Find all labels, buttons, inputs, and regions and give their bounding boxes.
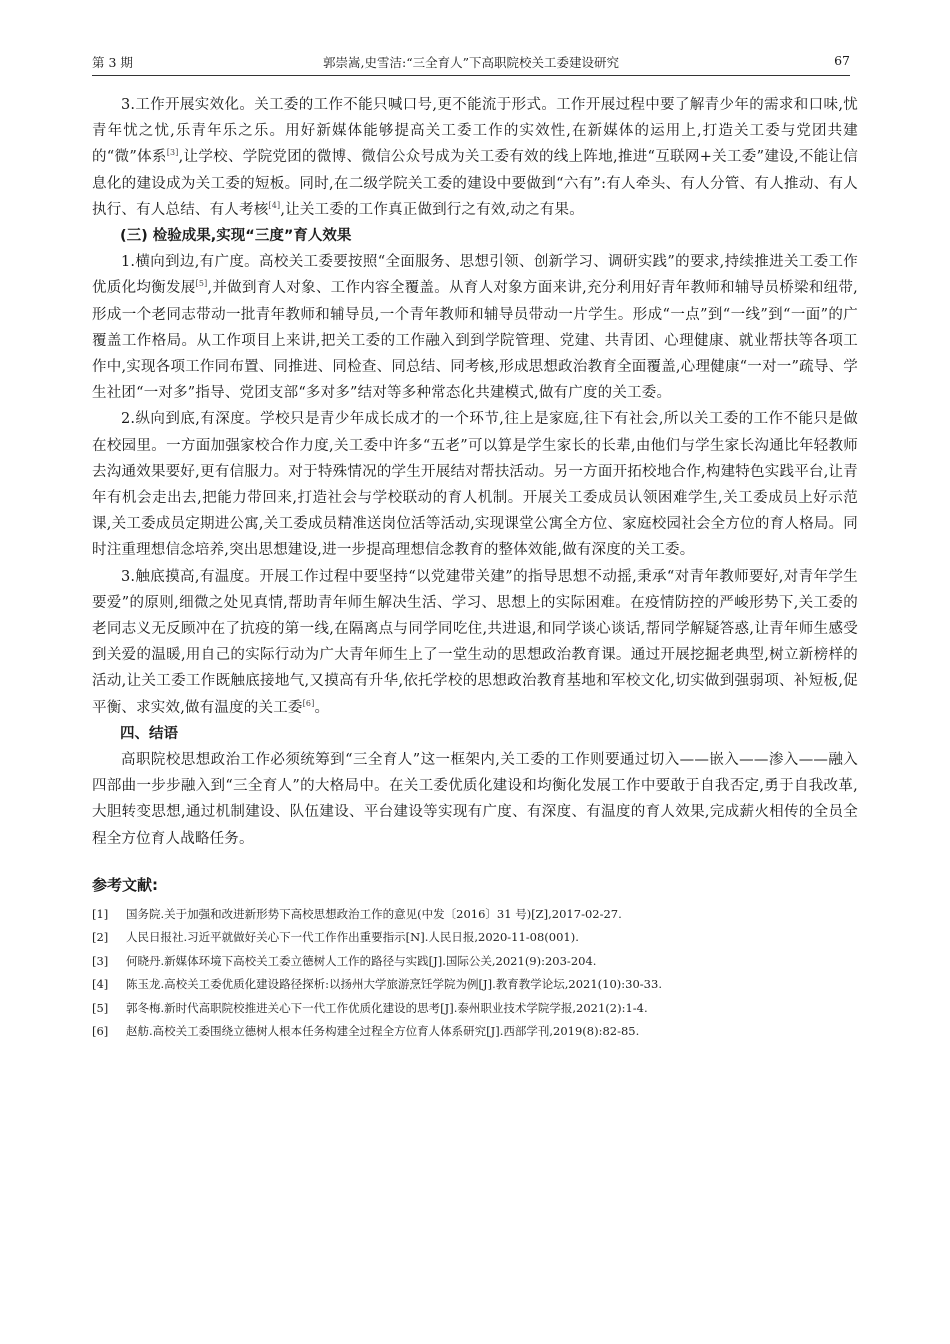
reference-item — [92, 926, 858, 950]
paragraph-text: ,让关工委的工作真正做到行之有效,动之有果。 — [280, 201, 584, 218]
subsection-heading: (三) 检验成果,实现“三度”育人效果 — [120, 228, 352, 245]
reference-number: [4] — [92, 977, 109, 992]
paragraph-text: 高职院校思想政治工作必须统筹到“三全育人”这一框架内,关工委的工作则要通过切入——嵌入——渗入——融入四部曲一步步融入到“三全育人”的大格局中。在关工委优质化建设和均衡化发展工作中要敢于自我否定,勇于自我改革,大胆转变思想,通过机制建设、队伍建设、平台建设等实现有广度、有深度、有温度的育人效果,完成薪火相传的全员全程全方位育人战略任务。 — [92, 752, 858, 847]
issue-number: 第 3 期 — [92, 55, 133, 70]
reference-item — [92, 950, 858, 974]
reference-number: [5] — [92, 1000, 109, 1015]
paragraph-text: 1.横向到边,有广度。高校关工委要按照“全面服务、思想引领、创新学习、调研实践”的要求,持续推进关工委工作优质化均衡发展 — [92, 254, 858, 297]
citation-6: [6] — [302, 698, 315, 708]
reference-text: 国务院.关于加强和改进新形势下高校思想政治工作的意见(中发〔2016〕31 号)[Z],2017-02-27. — [126, 906, 622, 921]
reference-item — [92, 903, 858, 927]
paragraph-warmth — [92, 564, 858, 721]
reference-text: 人民日报社.习近平就做好关心下一代工作作出重要指示[N].人民日报,2020-11-08(001). — [126, 930, 579, 945]
paragraph-breadth — [92, 249, 858, 406]
paragraph-text: 3.工作开展实效化。关工委的工作不能只喊口号,更不能流于形式。工作开展过程中要了解青少年的需求和口味,忧青年忧之忧,乐青年乐之乐。用好新媒体能够提高关工委工作的实效性,在新媒体的运用上,打造关工委与党团共建的“微”体系 — [92, 97, 858, 166]
citation-4: [4] — [268, 200, 281, 210]
paragraph-text: ,并做到育人对象、工作内容全覆盖。从育人对象方面来讲,充分利用好青年教师和辅导员桥梁和纽带,形成一个老同志带动一批青年教师和辅导员,一个青年教师和辅导员带动一片学生。形成“一点”到“一线”到“一面”的广覆盖工作格局。从工作项目上来讲,把关工委的工作融入到到学院管理、党建、共青团、心理健康、就业帮扶等各项工作中,实现各项工作同布置、同推进、同检查、同总结、同考核,形成思想政治教育全面覆盖,心理健康“一对一”疏导、学生社团“一对多”指导、党团支部“多对多”结对等多种常态化共建模式,做有广度的关工委。 — [92, 280, 858, 402]
reference-item — [92, 1020, 858, 1044]
paragraph-text: ,让学校、学院党团的微博、微信公众号成为关工委有效的线上阵地,推进“互联网+关工委”建设,不能让信息化的建设成为关工委的短板。同时,在二级学院关工委的建设中要做到“六有”:有人牵头、有人分管、有人推动、有人执行、有人总结、有人考核 — [92, 149, 858, 218]
paragraph-text: 。 — [314, 699, 330, 716]
reference-number: [3] — [92, 953, 109, 968]
reference-item — [92, 973, 858, 997]
reference-text: 赵舫.高校关工委围绕立德树人根本任务构建全过程全方位育人体系研究[J].西部学刊,2019(8):82-85. — [126, 1024, 640, 1039]
paragraph-depth — [92, 406, 858, 563]
paragraph-work-effectiveness — [92, 92, 858, 223]
reference-text: 郭冬梅.新时代高职院校推进关心下一代工作优质化建设的思考[J].泰州职业技术学院学报,2021(2):1-4. — [126, 1000, 648, 1015]
page-number: 67 — [834, 53, 850, 68]
reference-text: 何晓丹.新媒体环境下高校关工委立德树人工作的路径与实践[J].国际公关,2021(9):203-204. — [126, 953, 597, 968]
paragraph-text: 3.触底摸高,有温度。开展工作过程中要坚持“以党建带关建”的指导思想不动摇,秉承“对青年教师要好,对青年学生要爱”的原则,细微之处见真情,帮助青年师生解决生活、学习、思想上的实际困难。在疫情防控的严峻形势下,关工委的老同志义无反顾冲在了抗疫的第一线,在隔离点与同学同吃住,共进退,和同学谈心谈话,帮同学解疑答惑,让青年师生感受到关爱的温暖,用自己的实际行动为广大青年师生上了一堂生动的思想政治教育课。通过开展挖掘老典型,树立新榜样的活动,让关工委工作既触底接地气,又摸高有升华,依托学校的思想政治教育基地和军校文化,切实做到强弱项、补短板,促平衡、求实效,做有温度的关工委 — [92, 568, 858, 716]
references-heading: 参考文献: — [92, 875, 158, 894]
article-body — [92, 92, 858, 1044]
reference-item — [92, 997, 858, 1021]
reference-text: 陈玉龙.高校关工委优质化建设路径探析:以扬州大学旅游烹饪学院为例[J].教育教学论坛,2021(10):30-33. — [126, 977, 662, 992]
reference-number: [1] — [92, 906, 109, 921]
paragraph-conclusion — [92, 747, 858, 852]
paragraph-text: 2.纵向到底,有深度。学校只是青少年成长成才的一个环节,往上是家庭,往下有社会,所以关工委的工作不能只是做在校园里。一方面加强家校合作力度,关工委中许多“五老”可以算是学生家长的长辈,由他们与学生家长沟通比年轻教师去沟通效果要好,更有信服力。对于特殊情况的学生开展结对帮扶活动。另一方面开拓校地合作,构建特色实践平台,让青年有机会走出去,把能力带回来,打造社会与学校联动的育人机制。开展关工委成员认领困难学生,关工委成员上好示范课,关工委成员定期进公寓,关工委成员精准送岗位活等活动,实现课堂公寓全方位、家庭校园社会全方位的育人格局。同时注重理想信念培养,突出思想建设,进一步提高理想信念教育的整体效能,做有深度的关工委。 — [92, 411, 858, 559]
section-heading-conclusion: 四、结语 — [120, 725, 178, 742]
citation-3: [3] — [166, 148, 179, 158]
references-list — [92, 903, 858, 1044]
reference-number: [6] — [92, 1024, 109, 1039]
citation-5: [5] — [195, 279, 208, 289]
running-header — [92, 53, 850, 76]
reference-number: [2] — [92, 930, 109, 945]
running-title: 郭崇嵩,史雪洁:“三全育人”下高职院校关工委建设研究 — [323, 55, 619, 70]
